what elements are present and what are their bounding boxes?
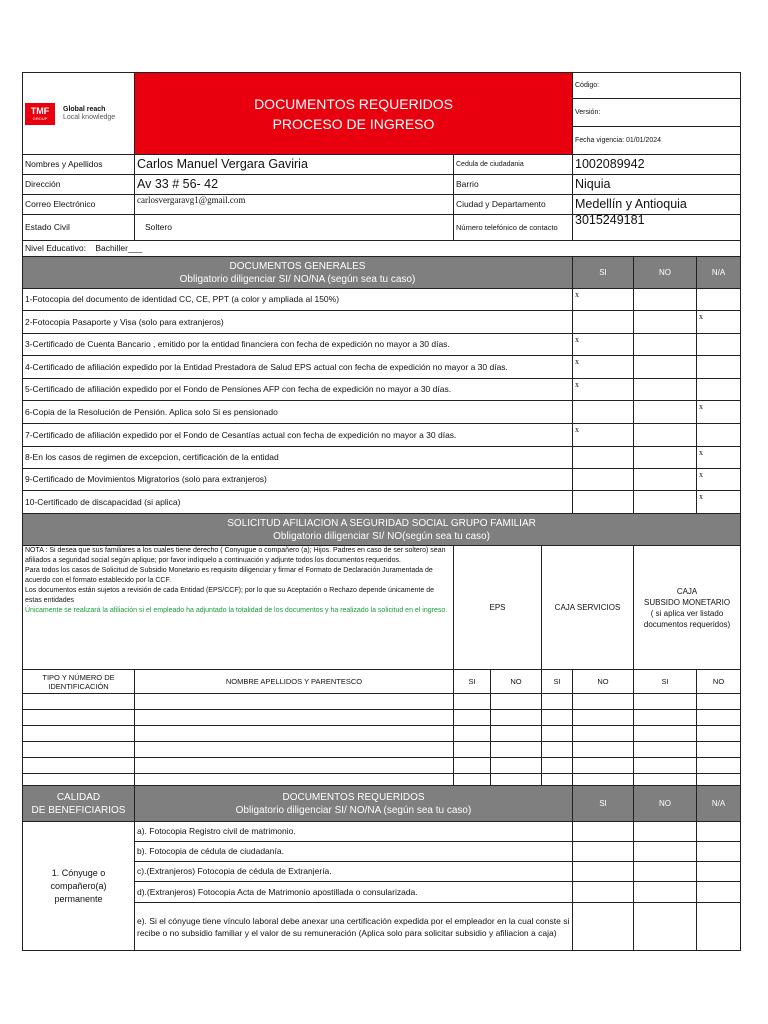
beneficiary-doc-na[interactable] <box>697 882 741 903</box>
name-label: Nombres y Apellidos <box>23 155 135 175</box>
family-spacer-cell <box>491 774 542 786</box>
general-doc-na[interactable] <box>697 334 741 356</box>
family-member-cell[interactable] <box>491 726 542 742</box>
general-doc-na[interactable] <box>697 289 741 311</box>
calidad-header: CALIDAD DE BENEFICIARIOS <box>23 786 135 822</box>
col-si: SI <box>573 257 634 289</box>
general-doc-text: 10-Certificado de discapacidad (si aplica) <box>23 491 573 514</box>
general-doc-si[interactable] <box>573 311 634 334</box>
beneficiary-doc-no[interactable] <box>634 822 697 842</box>
beneficiary-doc-na[interactable] <box>697 903 741 951</box>
family-spacer-cell <box>135 774 454 786</box>
family-member-row <box>23 742 741 758</box>
general-doc-na[interactable]: x <box>697 401 741 424</box>
family-member-cell[interactable] <box>697 758 741 774</box>
family-member-cell[interactable] <box>634 694 697 710</box>
family-member-cell[interactable] <box>573 758 634 774</box>
general-doc-row <box>23 334 741 356</box>
col-nombre: NOMBRE APELLIDOS Y PARENTESCO <box>135 670 454 694</box>
estado-value: Soltero <box>135 215 454 241</box>
family-header: SOLICITUD AFILIACION A SEGURIDAD SOCIAL GRUPO FAMILIAR Obligatorio diligenciar SI/ NO(según sea tu caso) <box>23 514 741 546</box>
correo-value: carlosvergaravg1@gmail.com <box>135 195 454 215</box>
direccion-label: Dirección <box>23 175 135 195</box>
benef-col-no: NO <box>634 786 697 822</box>
beneficiary-doc-na[interactable] <box>697 842 741 862</box>
family-member-cell[interactable] <box>491 758 542 774</box>
general-doc-si[interactable] <box>573 469 634 491</box>
document <box>22 72 740 951</box>
header-table <box>22 72 741 155</box>
general-doc-text: 7-Certificado de afiliación expedido por el Fondo de Cesantías actual con fecha de expedición no mayor a 30 días. <box>23 424 573 447</box>
family-spacer-cell <box>573 774 634 786</box>
family-spacer-cell <box>697 774 741 786</box>
family-table <box>22 513 741 786</box>
caja-servicios-si: SI <box>542 670 573 694</box>
caja-subsidio-no: NO <box>697 670 741 694</box>
family-note-green: Únicamente se realizará la afiliación si el empleado ha adjuntado la totalidad de los documentos y ha realizado la solicitud en el ingreso. <box>25 607 448 614</box>
caja-subsidio-header: CAJA SUBSIDO MONETARIO ( si aplica ver listado documentos requeridos) <box>634 546 741 670</box>
family-member-cell[interactable] <box>573 710 634 726</box>
family-member-cell[interactable] <box>491 710 542 726</box>
nivel-educativo: Nivel Educativo: Bachiller___ <box>23 241 741 257</box>
family-member-cell[interactable] <box>634 758 697 774</box>
general-doc-no[interactable] <box>634 379 697 401</box>
general-doc-no[interactable] <box>634 401 697 424</box>
family-member-cell[interactable] <box>573 694 634 710</box>
codigo-cell: Código: <box>573 73 741 99</box>
general-doc-row <box>23 469 741 491</box>
general-doc-row <box>23 311 741 334</box>
general-doc-si[interactable]: x <box>573 424 634 447</box>
beneficiary-doc-text: d).(Extranjeros) Fotocopia Acta de Matrimonio apostillada o consularizada. <box>135 882 573 903</box>
family-member-cell[interactable] <box>542 758 573 774</box>
tagline-1: Global reach <box>63 105 106 113</box>
beneficiary-doc-si[interactable] <box>573 842 634 862</box>
general-doc-text: 6-Copia de la Resolución de Pensión. Aplica solo Si es pensionado <box>23 401 573 424</box>
general-doc-si[interactable] <box>573 491 634 514</box>
family-spacer-cell <box>542 774 573 786</box>
barrio-label: Barrio <box>454 175 573 195</box>
caja-subsidio-si: SI <box>634 670 697 694</box>
family-member-cell[interactable] <box>454 758 491 774</box>
family-member-cell[interactable] <box>23 694 135 710</box>
general-doc-no[interactable] <box>634 424 697 447</box>
general-doc-row <box>23 447 741 469</box>
beneficiary-doc-na[interactable] <box>697 862 741 882</box>
col-tipo-id: TIPO Y NÚMERO DE IDENTIFICACIÓN <box>23 670 135 694</box>
beneficiaries-table <box>22 785 741 951</box>
family-member-cell[interactable] <box>454 710 491 726</box>
caja-servicios-no: NO <box>573 670 634 694</box>
title-line-1: DOCUMENTOS REQUERIDOS <box>254 95 453 112</box>
general-docs-table <box>22 256 741 514</box>
estado-label: Estado Civil <box>23 215 135 241</box>
family-member-cell[interactable] <box>542 694 573 710</box>
beneficiaries-docs-header: DOCUMENTOS REQUERIDOS Obligatorio diligenciar SI/ NO/NA (según sea tu caso) <box>135 786 573 822</box>
general-doc-na[interactable]: x <box>697 491 741 514</box>
general-doc-row <box>23 356 741 379</box>
family-member-cell[interactable] <box>23 758 135 774</box>
general-doc-no[interactable] <box>634 334 697 356</box>
general-doc-text: 3-Certificado de Cuenta Bancario , emitido por la entidad financiera con fecha de expedición no mayor a 30 días. <box>23 334 573 356</box>
logo-cell <box>23 73 135 155</box>
general-doc-na[interactable] <box>697 356 741 379</box>
beneficiary-doc-si[interactable] <box>573 882 634 903</box>
name-value: Carlos Manuel Vergara Gaviria <box>135 155 454 175</box>
title-line-2: PROCESO DE INGRESO <box>272 115 435 132</box>
telefono-value: 3015249181 <box>573 215 741 241</box>
general-docs-header: DOCUMENTOS GENERALES Obligatorio diligenciar SI/ NO/NA (según sea tu caso) <box>23 257 573 289</box>
general-doc-text: 2-Fotocopia Pasaporte y Visa (solo para extranjeros) <box>23 311 573 334</box>
general-doc-row <box>23 424 741 447</box>
tmf-logo: TMF GROUP <box>25 103 55 125</box>
title-cell <box>135 73 573 155</box>
general-doc-row <box>23 289 741 311</box>
general-doc-na[interactable]: x <box>697 311 741 334</box>
general-doc-text: 1-Fotocopia del documento de identidad CC, CE, PPT (a color y ampliada al 150%) <box>23 289 573 311</box>
correo-label: Correo Electrónico <box>23 195 135 215</box>
beneficiary-doc-no[interactable] <box>634 842 697 862</box>
caja-servicios-header: CAJA SERVICIOS <box>542 546 634 670</box>
family-member-cell[interactable] <box>135 694 454 710</box>
general-doc-row <box>23 401 741 424</box>
eps-no: NO <box>491 670 542 694</box>
family-member-cell[interactable] <box>491 742 542 758</box>
beneficiary-doc-si[interactable] <box>573 822 634 842</box>
family-spacer-cell <box>634 774 697 786</box>
tagline-2: Local knowledge <box>63 113 116 121</box>
version-cell: Versión: <box>573 99 741 127</box>
family-note: NOTA : Si desea que sus familiares a los cuales tiene derecho ( Conyugue o compañero (a); Hijos. Padres en caso de ser soltero) sean afiliados a seguridad social según aplique; por favor indíquelo a continuación y adjunte todos los documentos requeridos. Para todos los casos de Solicitud de Subsidio Monetario es requisito diligenciar y firmar el Formato de Declaración Juramentada de acuerdo con el formato establecido por la CCF. Los documentos están sujetos a revisión de cada Entidad (EPS/CCF); por lo que su Aceptación o Rechazo depende únicamente de estas entidades Únicamente se realizará la afiliación si el empleado ha adjuntado la totalidad de los documentos y ha realizado la solicitud en el ingreso. <box>23 546 454 670</box>
general-doc-na[interactable] <box>697 379 741 401</box>
beneficiary-doc-row <box>23 822 741 842</box>
telefono-label: Número telefónico de contacto <box>454 215 573 241</box>
beneficiary-doc-no[interactable] <box>634 862 697 882</box>
family-member-row <box>23 694 741 710</box>
beneficiary-doc-text: c).(Extranjeros) Fotocopia de cédula de Extranjería. <box>135 862 573 882</box>
general-doc-text: 8-En los casos de regimen de excepcion, certificación de la entidad <box>23 447 573 469</box>
family-member-cell[interactable] <box>697 694 741 710</box>
general-doc-si[interactable]: x <box>573 379 634 401</box>
general-doc-si[interactable]: x <box>573 334 634 356</box>
benef-col-na: N/A <box>697 786 741 822</box>
general-doc-si[interactable]: x <box>573 356 634 379</box>
eps-header: EPS <box>454 546 542 670</box>
personal-table <box>22 154 741 257</box>
family-member-cell[interactable] <box>454 694 491 710</box>
beneficiary-doc-si[interactable] <box>573 862 634 882</box>
family-spacer-cell <box>454 774 491 786</box>
col-no: NO <box>634 257 697 289</box>
family-member-cell[interactable] <box>135 758 454 774</box>
family-member-row <box>23 758 741 774</box>
beneficiary-doc-text: e). Si el cónyuge tiene vínculo laboral debe anexar una certificación expedida por el empleador en la cual conste si recibe o no subsidio familiar y el valor de su remuneración (Aplica solo para solicitar subsidio y afiliacion a caja) <box>135 903 573 951</box>
general-doc-si[interactable]: x <box>573 289 634 311</box>
family-member-cell[interactable] <box>573 742 634 758</box>
ciudad-label: Ciudad y Departamento <box>454 195 573 215</box>
family-member-cell[interactable] <box>135 710 454 726</box>
family-spacer-cell <box>23 774 135 786</box>
barrio-value: Niquia <box>573 175 741 195</box>
family-member-cell[interactable] <box>697 726 741 742</box>
beneficiary-group-conyuge: 1. Cónyuge o compañero(a) permanente <box>23 822 135 951</box>
family-member-cell[interactable] <box>697 710 741 726</box>
family-member-cell[interactable] <box>697 742 741 758</box>
cedula-label: Cedula de ciudadania <box>454 155 573 175</box>
general-doc-no[interactable] <box>634 289 697 311</box>
general-doc-na[interactable]: x <box>697 447 741 469</box>
family-member-cell[interactable] <box>542 726 573 742</box>
general-doc-text: 4-Certificado de afiliación expedido por la Entidad Prestadora de Salud EPS actual con fecha de expedición no mayor a 30 días. <box>23 356 573 379</box>
family-member-cell[interactable] <box>634 726 697 742</box>
family-member-cell[interactable] <box>135 742 454 758</box>
family-member-cell[interactable] <box>454 742 491 758</box>
general-doc-na[interactable]: x <box>697 469 741 491</box>
general-doc-row <box>23 491 741 514</box>
family-member-row <box>23 710 741 726</box>
general-doc-no[interactable] <box>634 356 697 379</box>
family-member-cell[interactable] <box>542 742 573 758</box>
benef-col-si: SI <box>573 786 634 822</box>
family-spacer-row <box>23 774 741 786</box>
family-member-cell[interactable] <box>23 726 135 742</box>
general-doc-si[interactable] <box>573 447 634 469</box>
beneficiary-doc-no[interactable] <box>634 882 697 903</box>
family-member-cell[interactable] <box>23 710 135 726</box>
general-doc-na[interactable] <box>697 424 741 447</box>
family-member-row <box>23 726 741 742</box>
general-doc-no[interactable] <box>634 491 697 514</box>
family-member-cell[interactable] <box>634 742 697 758</box>
family-member-cell[interactable] <box>573 726 634 742</box>
general-doc-no[interactable] <box>634 447 697 469</box>
general-doc-text: 5-Certificado de afiliación expedido por el Fondo de Pensiones AFP con fecha de expedición no mayor a 30 días. <box>23 379 573 401</box>
general-doc-no[interactable] <box>634 469 697 491</box>
fecha-cell: Fecha vigencia: 01/01/2024 <box>573 127 741 155</box>
general-doc-no[interactable] <box>634 311 697 334</box>
family-member-cell[interactable] <box>634 710 697 726</box>
beneficiary-doc-text: b). Fotocopia de cédula de ciudadanía. <box>135 842 573 862</box>
cedula-value: 1002089942 <box>573 155 741 175</box>
direccion-value: Av 33 # 56- 42 <box>135 175 454 195</box>
family-member-cell[interactable] <box>135 726 454 742</box>
eps-si: SI <box>454 670 491 694</box>
beneficiary-doc-text: a). Fotocopia Registro civil de matrimonio. <box>135 822 573 842</box>
family-member-cell[interactable] <box>454 726 491 742</box>
family-member-cell[interactable] <box>23 742 135 758</box>
general-doc-si[interactable] <box>573 401 634 424</box>
family-member-cell[interactable] <box>542 710 573 726</box>
col-na: N/A <box>697 257 741 289</box>
general-doc-row <box>23 379 741 401</box>
family-member-cell[interactable] <box>491 694 542 710</box>
beneficiary-doc-no[interactable] <box>634 903 697 951</box>
ciudad-value: Medellín y Antioquia <box>573 195 741 215</box>
general-doc-text: 9-Certificado de Movimientos Migratorios (solo para extranjeros) <box>23 469 573 491</box>
beneficiary-doc-si[interactable] <box>573 903 634 951</box>
beneficiary-doc-na[interactable] <box>697 822 741 842</box>
